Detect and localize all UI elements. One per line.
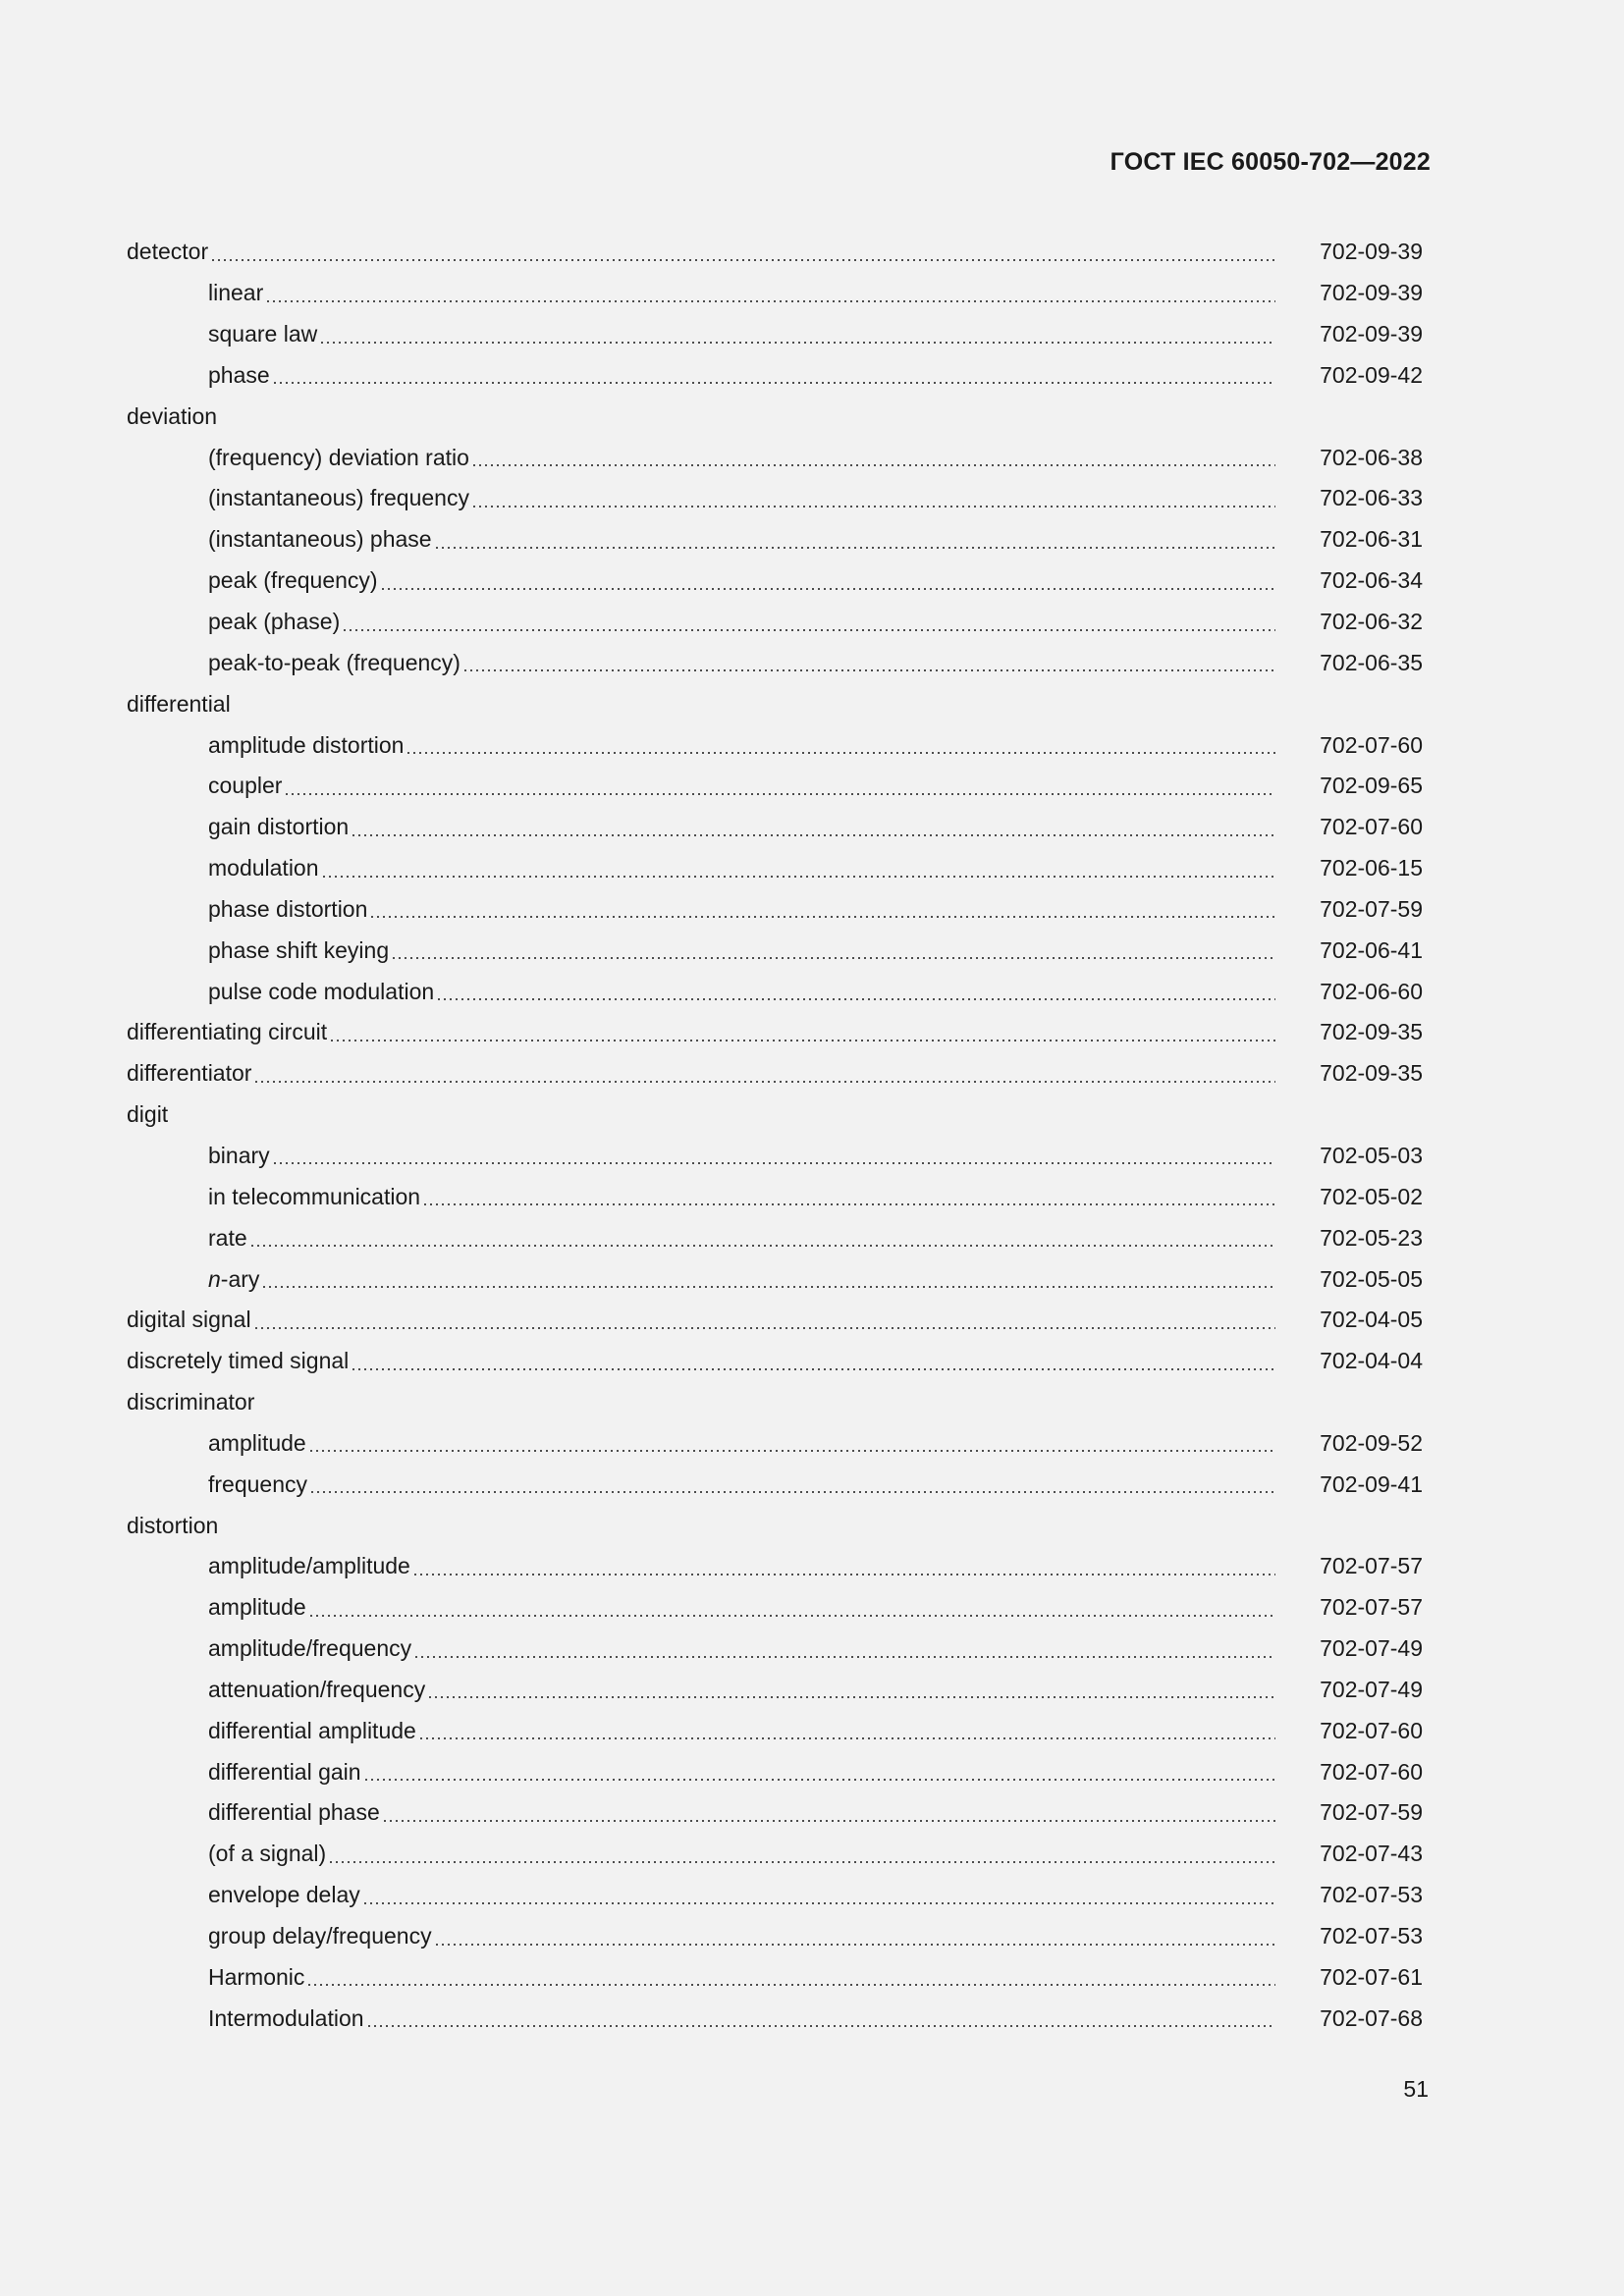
index-subentry <box>127 971 1423 1012</box>
index-reference: 702-04-05 <box>1320 1307 1423 1333</box>
index-term: differential phase <box>208 1799 380 1826</box>
dot-leader <box>436 998 1275 1000</box>
index-entry <box>127 1341 1423 1382</box>
index-term: peak (frequency) <box>208 567 378 594</box>
index-subentry <box>127 889 1423 931</box>
index-reference: 702-05-02 <box>1320 1183 1423 1209</box>
index-reference: 702-09-41 <box>1320 1470 1423 1497</box>
dot-leader <box>471 506 1275 507</box>
dot-leader <box>308 1450 1275 1452</box>
index-entry <box>127 1053 1423 1095</box>
dot-leader <box>328 1861 1275 1863</box>
index-subentry <box>127 1422 1423 1464</box>
dot-leader <box>308 1615 1275 1617</box>
dot-leader <box>342 629 1275 631</box>
index-term: differential amplitude <box>208 1717 416 1743</box>
dot-leader <box>261 1286 1275 1288</box>
index-reference: 702-06-32 <box>1320 609 1423 635</box>
index-subentry <box>127 807 1423 848</box>
index-entry <box>127 232 1423 273</box>
index-reference: 702-04-04 <box>1320 1348 1423 1374</box>
index-subentry <box>127 1670 1423 1711</box>
dot-leader <box>253 1327 1275 1329</box>
index-entry <box>127 396 1423 437</box>
page-number: 51 <box>1403 2076 1429 2102</box>
index-reference: 702-07-60 <box>1320 1758 1423 1785</box>
index-term: distortion <box>127 1512 219 1538</box>
dot-leader <box>363 1779 1275 1781</box>
index-subentry <box>127 1587 1423 1629</box>
index-term: attenuation/frequency <box>208 1676 426 1702</box>
index-reference: 702-07-49 <box>1320 1635 1423 1662</box>
index-term: amplitude <box>208 1429 306 1456</box>
index-entry <box>127 1300 1423 1341</box>
index-subentry <box>127 314 1423 355</box>
dot-leader <box>272 1162 1275 1164</box>
index-subentry <box>127 1629 1423 1670</box>
index-reference: 702-07-43 <box>1320 1841 1423 1867</box>
index-term: rate <box>208 1224 247 1251</box>
dot-leader <box>462 669 1275 671</box>
index-term-text: -ary <box>220 1265 260 1292</box>
index-reference: 702-09-39 <box>1320 321 1423 347</box>
index-term: digit <box>127 1101 169 1128</box>
index-subentry <box>127 1464 1423 1505</box>
dot-leader <box>309 1491 1275 1493</box>
index-entry <box>127 1012 1423 1053</box>
index-reference: 702-09-52 <box>1320 1429 1423 1456</box>
index-reference: 702-09-35 <box>1320 1060 1423 1087</box>
index-term: Harmonic <box>208 1963 305 1990</box>
index-term: differentiating circuit <box>127 1019 328 1045</box>
index-subentry <box>127 602 1423 643</box>
index-reference: 702-07-59 <box>1320 1799 1423 1826</box>
index-subentry <box>127 1258 1423 1300</box>
dot-leader <box>418 1737 1275 1739</box>
dot-leader <box>351 1368 1275 1370</box>
index-term: differential gain <box>208 1758 361 1785</box>
index-reference: 702-06-35 <box>1320 649 1423 675</box>
index-term: gain distortion <box>208 814 350 840</box>
dot-leader <box>427 1696 1275 1698</box>
index-subentry <box>127 273 1423 314</box>
dot-leader <box>413 1656 1275 1658</box>
index-reference: 702-07-60 <box>1320 1717 1423 1743</box>
index-term <box>208 1265 260 1292</box>
index-term-italic-prefix: n <box>208 1265 221 1292</box>
index-term: in telecommunication <box>208 1183 421 1209</box>
dot-leader <box>369 916 1275 918</box>
index-term: coupler <box>208 773 283 799</box>
index-subentry <box>127 1217 1423 1258</box>
index-term: modulation <box>208 855 319 881</box>
index-subentry <box>127 355 1423 397</box>
index-term: differential <box>127 690 231 717</box>
index-reference: 702-09-65 <box>1320 773 1423 799</box>
dot-leader <box>434 1944 1275 1946</box>
index-reference: 702-09-39 <box>1320 280 1423 306</box>
index-term: phase distortion <box>208 895 368 922</box>
index-reference: 702-07-60 <box>1320 814 1423 840</box>
index-subentry <box>127 437 1423 478</box>
dot-leader <box>412 1574 1275 1575</box>
index-term: amplitude/frequency <box>208 1635 412 1662</box>
dot-leader <box>366 2025 1275 2027</box>
dot-leader <box>272 382 1275 384</box>
dot-leader <box>329 1040 1275 1041</box>
dot-leader <box>351 834 1275 836</box>
index-subentry <box>127 1751 1423 1792</box>
index-term: differentiator <box>127 1060 252 1087</box>
index-reference: 702-06-31 <box>1320 526 1423 553</box>
document-header: ГОСТ IEC 60050-702—2022 <box>1110 148 1431 176</box>
dot-leader <box>406 752 1275 754</box>
index-term: square law <box>208 321 318 347</box>
dot-leader <box>391 957 1275 959</box>
index-subentry <box>127 642 1423 683</box>
index-reference: 702-05-05 <box>1320 1265 1423 1292</box>
dot-leader <box>210 259 1275 261</box>
index-subentry <box>127 724 1423 766</box>
index-reference: 702-07-53 <box>1320 1882 1423 1908</box>
index-term: peak-to-peak (frequency) <box>208 649 460 675</box>
index-entry <box>127 1505 1423 1546</box>
index-term: detector <box>127 239 209 265</box>
index-term: amplitude distortion <box>208 731 405 758</box>
index-subentry <box>127 1176 1423 1217</box>
index-term: discriminator <box>127 1389 255 1415</box>
index-reference: 702-06-33 <box>1320 485 1423 511</box>
index-term: phase <box>208 361 270 388</box>
index-subentry <box>127 1792 1423 1834</box>
index-term: phase shift keying <box>208 936 390 963</box>
index-entry <box>127 683 1423 724</box>
index-subentry <box>127 1956 1423 1998</box>
index-reference: 702-09-35 <box>1320 1019 1423 1045</box>
dot-leader <box>380 588 1275 590</box>
index-term: Intermodulation <box>208 2004 364 2031</box>
index-term: digital signal <box>127 1307 251 1333</box>
index-reference: 702-05-23 <box>1320 1224 1423 1251</box>
index-subentry <box>127 519 1423 561</box>
index-term: (instantaneous) phase <box>208 526 432 553</box>
index-subentry <box>127 1875 1423 1916</box>
index-term: linear <box>208 280 264 306</box>
index-reference: 702-06-41 <box>1320 936 1423 963</box>
index-term: group delay/frequency <box>208 1923 432 1949</box>
index-subentry <box>127 1136 1423 1177</box>
index-subentry <box>127 561 1423 602</box>
dot-leader <box>422 1203 1275 1205</box>
index-reference: 702-09-39 <box>1320 239 1423 265</box>
index-subentry <box>127 930 1423 971</box>
dot-leader <box>382 1820 1275 1822</box>
index-reference: 702-06-60 <box>1320 978 1423 1004</box>
index-term: envelope delay <box>208 1882 360 1908</box>
index-term: amplitude/amplitude <box>208 1553 410 1579</box>
index-reference: 702-06-34 <box>1320 567 1423 594</box>
index-reference: 702-07-59 <box>1320 895 1423 922</box>
dot-leader <box>471 464 1275 466</box>
dot-leader <box>265 300 1275 302</box>
index-list <box>127 232 1423 2039</box>
index-entry <box>127 1095 1423 1136</box>
index-reference: 702-07-68 <box>1320 2004 1423 2031</box>
index-reference: 702-07-60 <box>1320 731 1423 758</box>
index-term: peak (phase) <box>208 609 341 635</box>
index-subentry <box>127 766 1423 807</box>
index-term: (frequency) deviation ratio <box>208 444 469 470</box>
index-reference: 702-09-42 <box>1320 361 1423 388</box>
index-term: (of a signal) <box>208 1841 327 1867</box>
index-subentry <box>127 1710 1423 1751</box>
index-reference: 702-06-15 <box>1320 855 1423 881</box>
dot-leader <box>321 876 1275 878</box>
index-reference: 702-06-38 <box>1320 444 1423 470</box>
index-subentry <box>127 1546 1423 1587</box>
dot-leader <box>319 342 1275 344</box>
index-reference: 702-07-57 <box>1320 1594 1423 1621</box>
index-subentry <box>127 1916 1423 1957</box>
index-term: pulse code modulation <box>208 978 435 1004</box>
index-subentry <box>127 478 1423 519</box>
dot-leader <box>284 793 1275 795</box>
index-term: frequency <box>208 1470 308 1497</box>
index-reference: 702-07-61 <box>1320 1963 1423 1990</box>
index-reference: 702-07-57 <box>1320 1553 1423 1579</box>
dot-leader <box>249 1245 1275 1247</box>
dot-leader <box>434 547 1275 549</box>
index-subentry <box>127 1998 1423 2039</box>
index-reference: 702-07-49 <box>1320 1676 1423 1702</box>
index-term: deviation <box>127 402 218 429</box>
index-reference: 702-07-53 <box>1320 1923 1423 1949</box>
index-reference: 702-05-03 <box>1320 1142 1423 1168</box>
index-term: amplitude <box>208 1594 306 1621</box>
dot-leader <box>253 1081 1275 1083</box>
index-subentry <box>127 1834 1423 1875</box>
index-term: binary <box>208 1142 270 1168</box>
index-subentry <box>127 848 1423 889</box>
dot-leader <box>362 1902 1275 1904</box>
index-term: (instantaneous) frequency <box>208 485 469 511</box>
index-term: discretely timed signal <box>127 1348 350 1374</box>
index-entry <box>127 1382 1423 1423</box>
dot-leader <box>306 1984 1275 1986</box>
